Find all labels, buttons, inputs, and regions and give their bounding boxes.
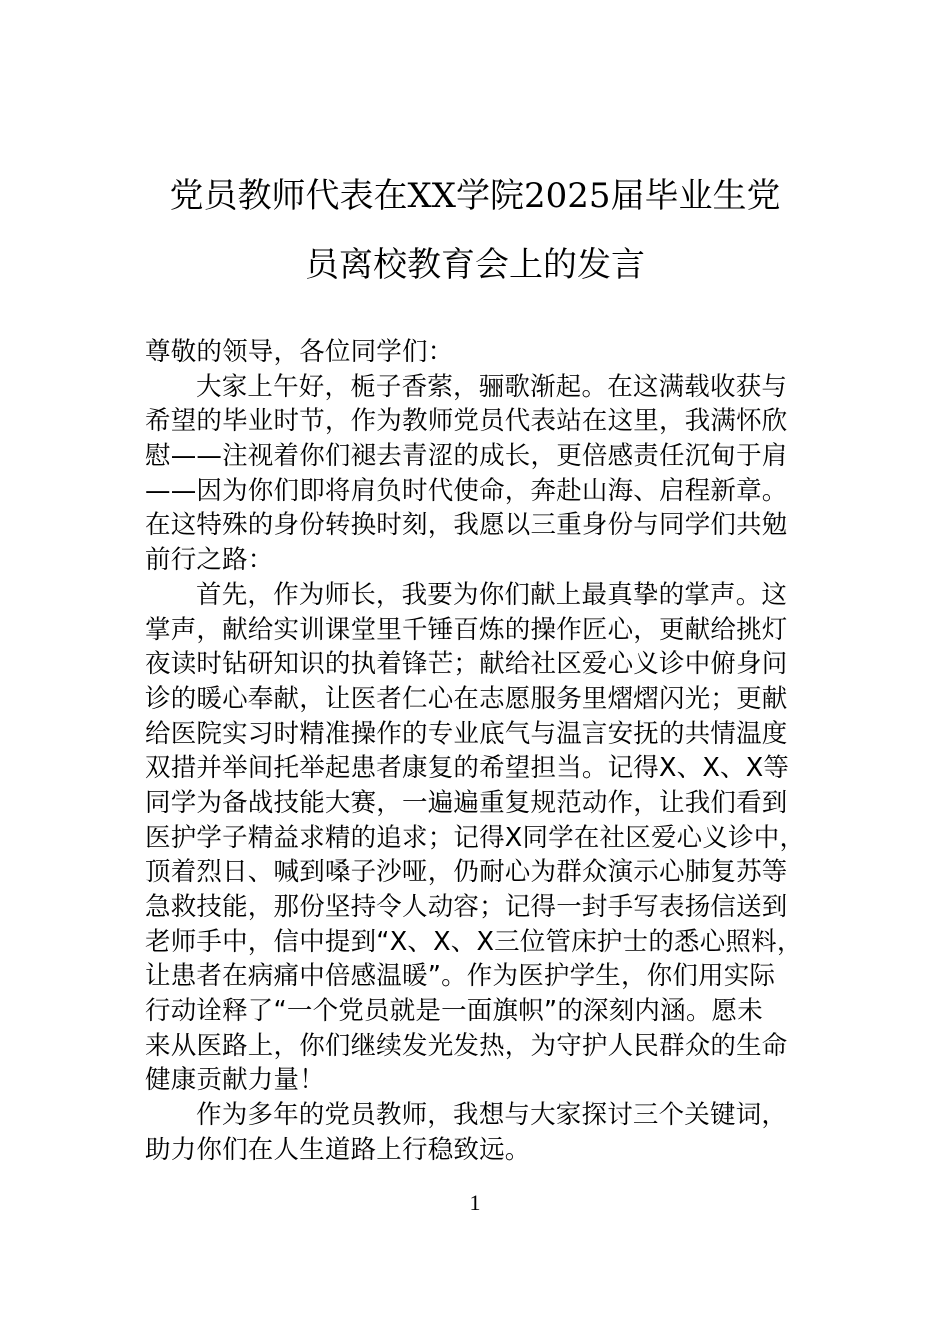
document-title-line-1: 党员教师代表在XX学院2025届毕业生党: [169, 176, 781, 216]
text-line: 大家上午好，栀子香萦，骊歌渐起。在这满载收获与: [196, 371, 788, 402]
page-number: 1: [469, 1190, 481, 1215]
text-line: 老师手中，信中提到“X、X、X三位管床护士的悉心照料，: [145, 926, 803, 957]
text-line: 首先，作为师长，我要为你们献上最真挚的掌声。这: [196, 579, 788, 610]
text-line: 来从医路上，你们继续发光发热，为守护人民群众的生命: [145, 1030, 788, 1061]
text-line: 夜读时钻研知识的执着锋芒；献给社区爱心义诊中俯身问: [145, 649, 788, 680]
text-line: 掌声，献给实训课堂里千锤百炼的操作匠心，更献给挑灯: [145, 614, 788, 645]
text-line: 助力你们在人生道路上行稳致远。: [145, 1134, 531, 1165]
text-line: ——因为你们即将肩负时代使命，奔赴山海、启程新章。: [145, 475, 788, 506]
text-line: 医护学子精益求精的追求；记得X同学在社区爱心义诊中，: [145, 822, 806, 853]
text-line: 尊敬的领导，各位同学们：: [145, 337, 454, 367]
text-line: 希望的毕业时节，作为教师党员代表站在这里，我满怀欣: [145, 406, 788, 437]
text-line: 慰——注视着你们褪去青涩的成长，更倍感责任沉甸于肩: [145, 441, 788, 472]
text-line: 急救技能，那份坚持令人动容；记得一封手写表扬信送到: [145, 892, 788, 922]
text-line: 诊的暖心奉献，让医者仁心在志愿服务里熠熠闪光；更献: [145, 683, 788, 714]
document-body: [145, 335, 815, 1168]
text-line: 在这特殊的身份转换时刻，我愿以三重身份与同学们共勉: [145, 510, 788, 541]
text-line: 让患者在病痛中倍感温暖”。作为医护学生，你们用实际: [145, 961, 776, 992]
text-line: 顶着烈日、喊到嗓子沙哑，仍耐心为群众演示心肺复苏等: [145, 857, 788, 888]
text-line: 作为多年的党员教师，我想与大家探讨三个关键词，: [196, 1100, 788, 1131]
text-line: 给医院实习时精准操作的专业底气与温言安抚的共情温度: [145, 718, 788, 749]
document-title-line-2: 员离校教育会上的发言: [305, 245, 645, 285]
text-line: 行动诠释了“一个党员就是一面旗帜”的深刻内涵。愿未: [145, 996, 763, 1027]
text-line: 同学为备战技能大赛，一遍遍重复规范动作，让我们看到: [145, 787, 788, 818]
text-line: 双措并举间托举起患者康复的希望担当。记得X、X、X等: [145, 753, 790, 784]
text-line: 健康贡献力量！: [145, 1065, 325, 1096]
text-line: 前行之路：: [145, 545, 274, 576]
